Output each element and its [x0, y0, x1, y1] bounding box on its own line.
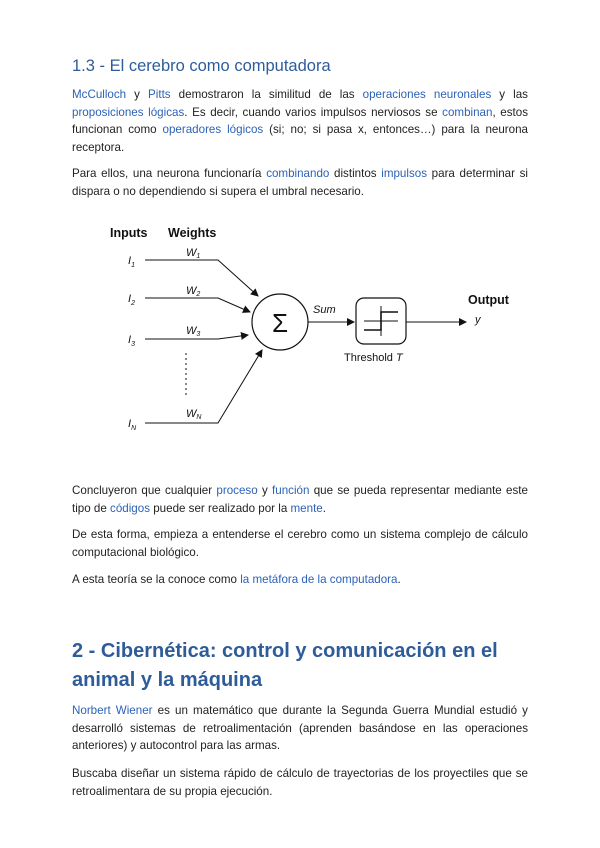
- input-3-letter: I: [128, 334, 132, 346]
- paragraph-wiener: [72, 702, 528, 755]
- text-run: es un matemático que durante la Segunda Guerra Mundial estudió y desarrolló sistemas de retroalimentación (aprenden basándose en las operaciones anteriores) y autocontrol para las armas.: [72, 704, 528, 752]
- weight-2-sub: 2: [196, 291, 201, 298]
- input-n-label: [128, 418, 137, 432]
- text-run: .: [322, 501, 326, 515]
- inputs-label: Inputs: [110, 226, 148, 240]
- term-proposiciones-logicas: proposiciones lógicas: [72, 105, 185, 119]
- text-run: demostraron la similitud de las: [170, 88, 363, 101]
- term-codigos: códigos: [110, 501, 150, 515]
- weight-1-sub: 1: [196, 253, 201, 260]
- input-1-label: [128, 255, 135, 269]
- text-run: y: [126, 88, 149, 101]
- input-2-sub: 2: [131, 300, 135, 307]
- weight-n-sub: N: [196, 414, 202, 421]
- term-operaciones-neuronales: operaciones neuronales: [362, 88, 492, 101]
- text-run: y: [257, 484, 273, 497]
- input-n-sub: N: [131, 425, 137, 432]
- term-mente: mente: [290, 501, 323, 515]
- term-proceso: proceso: [216, 484, 258, 497]
- text-run: para determinar si dispara o no dependiendo si supera el umbral necesario.: [72, 167, 529, 198]
- term-pitts: Pitts: [148, 88, 171, 101]
- term-combinando: combinando: [266, 167, 330, 180]
- term-norbert-wiener: Norbert Wiener: [72, 704, 153, 717]
- weight-1-letter: W: [186, 247, 197, 259]
- section-heading-2: 2 - Cibernética: control y comunicación en el animal y la máquina: [72, 640, 498, 691]
- input-2-arrow: [145, 298, 250, 312]
- paragraph-mcculloch-pitts: [72, 86, 528, 156]
- weight-3-letter: W: [186, 325, 197, 337]
- text-run: distintos: [329, 167, 382, 180]
- text-run: Para ellos, una neurona funcionaría: [72, 167, 267, 180]
- weight-2-label: [186, 285, 200, 298]
- paragraph-trayectorias: Buscaba diseñar un sistema rápido de cálculo de trayectorias de los proyectiles que se retroalimentara de su propia ejecución.: [72, 767, 528, 798]
- input-n-letter: I: [128, 418, 132, 430]
- text-run: y las: [491, 88, 528, 101]
- weight-2-letter: W: [186, 285, 197, 297]
- input-2-letter: I: [128, 293, 132, 305]
- paragraph-neurona: [72, 165, 528, 200]
- paragraph-sistema-complejo: De esta forma, empieza a entenderse el cerebro como un sistema complejo de cálculo computacional biológico.: [72, 528, 528, 559]
- sigma-symbol: Σ: [271, 308, 289, 338]
- weight-1-label: [186, 247, 200, 260]
- term-operadores-logicos: operadores lógicos: [162, 123, 264, 136]
- paragraph-metafora: [72, 571, 528, 589]
- term-impulsos: impulsos: [381, 167, 427, 180]
- term-combinan: combinan: [442, 105, 493, 119]
- weight-n-letter: W: [186, 408, 197, 420]
- text-run: .: [397, 573, 401, 586]
- weight-3-sub: 3: [196, 331, 201, 338]
- neuron-diagram: [100, 218, 520, 438]
- output-variable: y: [475, 314, 481, 326]
- weights-label: Weights: [168, 226, 217, 240]
- threshold-label: [344, 352, 404, 364]
- sum-label: Sum: [313, 304, 336, 316]
- threshold-variable: T: [395, 352, 403, 364]
- output-label: Output: [468, 293, 509, 307]
- input-1-letter: I: [128, 255, 132, 267]
- text-run: (si; no; si pasa x, entonces…) para la neurona receptora.: [72, 123, 529, 154]
- paragraph-concluyeron: [72, 482, 528, 517]
- text-run: , estos funcionan como: [72, 105, 528, 136]
- term-funcion: función: [272, 484, 310, 497]
- term-mcculloch: McCulloch: [72, 88, 127, 101]
- threshold-word: Threshold: [344, 352, 393, 364]
- section-heading-1-3: 1.3 - El cerebro como computadora: [72, 57, 331, 75]
- input-1-arrow: [145, 260, 258, 296]
- text-run: puede ser realizado por la: [150, 501, 291, 515]
- text-run: que se pueda representar mediante este tipo de: [72, 484, 528, 515]
- input-2-label: [128, 293, 135, 307]
- text-run: . Es decir, cuando varios impulsos nerviosos se: [184, 105, 443, 119]
- input-3-label: [128, 334, 135, 348]
- term-metafora-computadora: la metáfora de la computadora: [240, 573, 398, 586]
- input-n-arrow: [145, 350, 262, 423]
- text-run: A esta teoría se la conoce como: [72, 573, 241, 586]
- weight-n-label: [186, 408, 202, 421]
- input-3-sub: 3: [131, 341, 135, 348]
- text-run: Concluyeron que cualquier: [72, 484, 217, 497]
- input-1-sub: 1: [131, 262, 135, 269]
- weight-3-label: [186, 325, 200, 338]
